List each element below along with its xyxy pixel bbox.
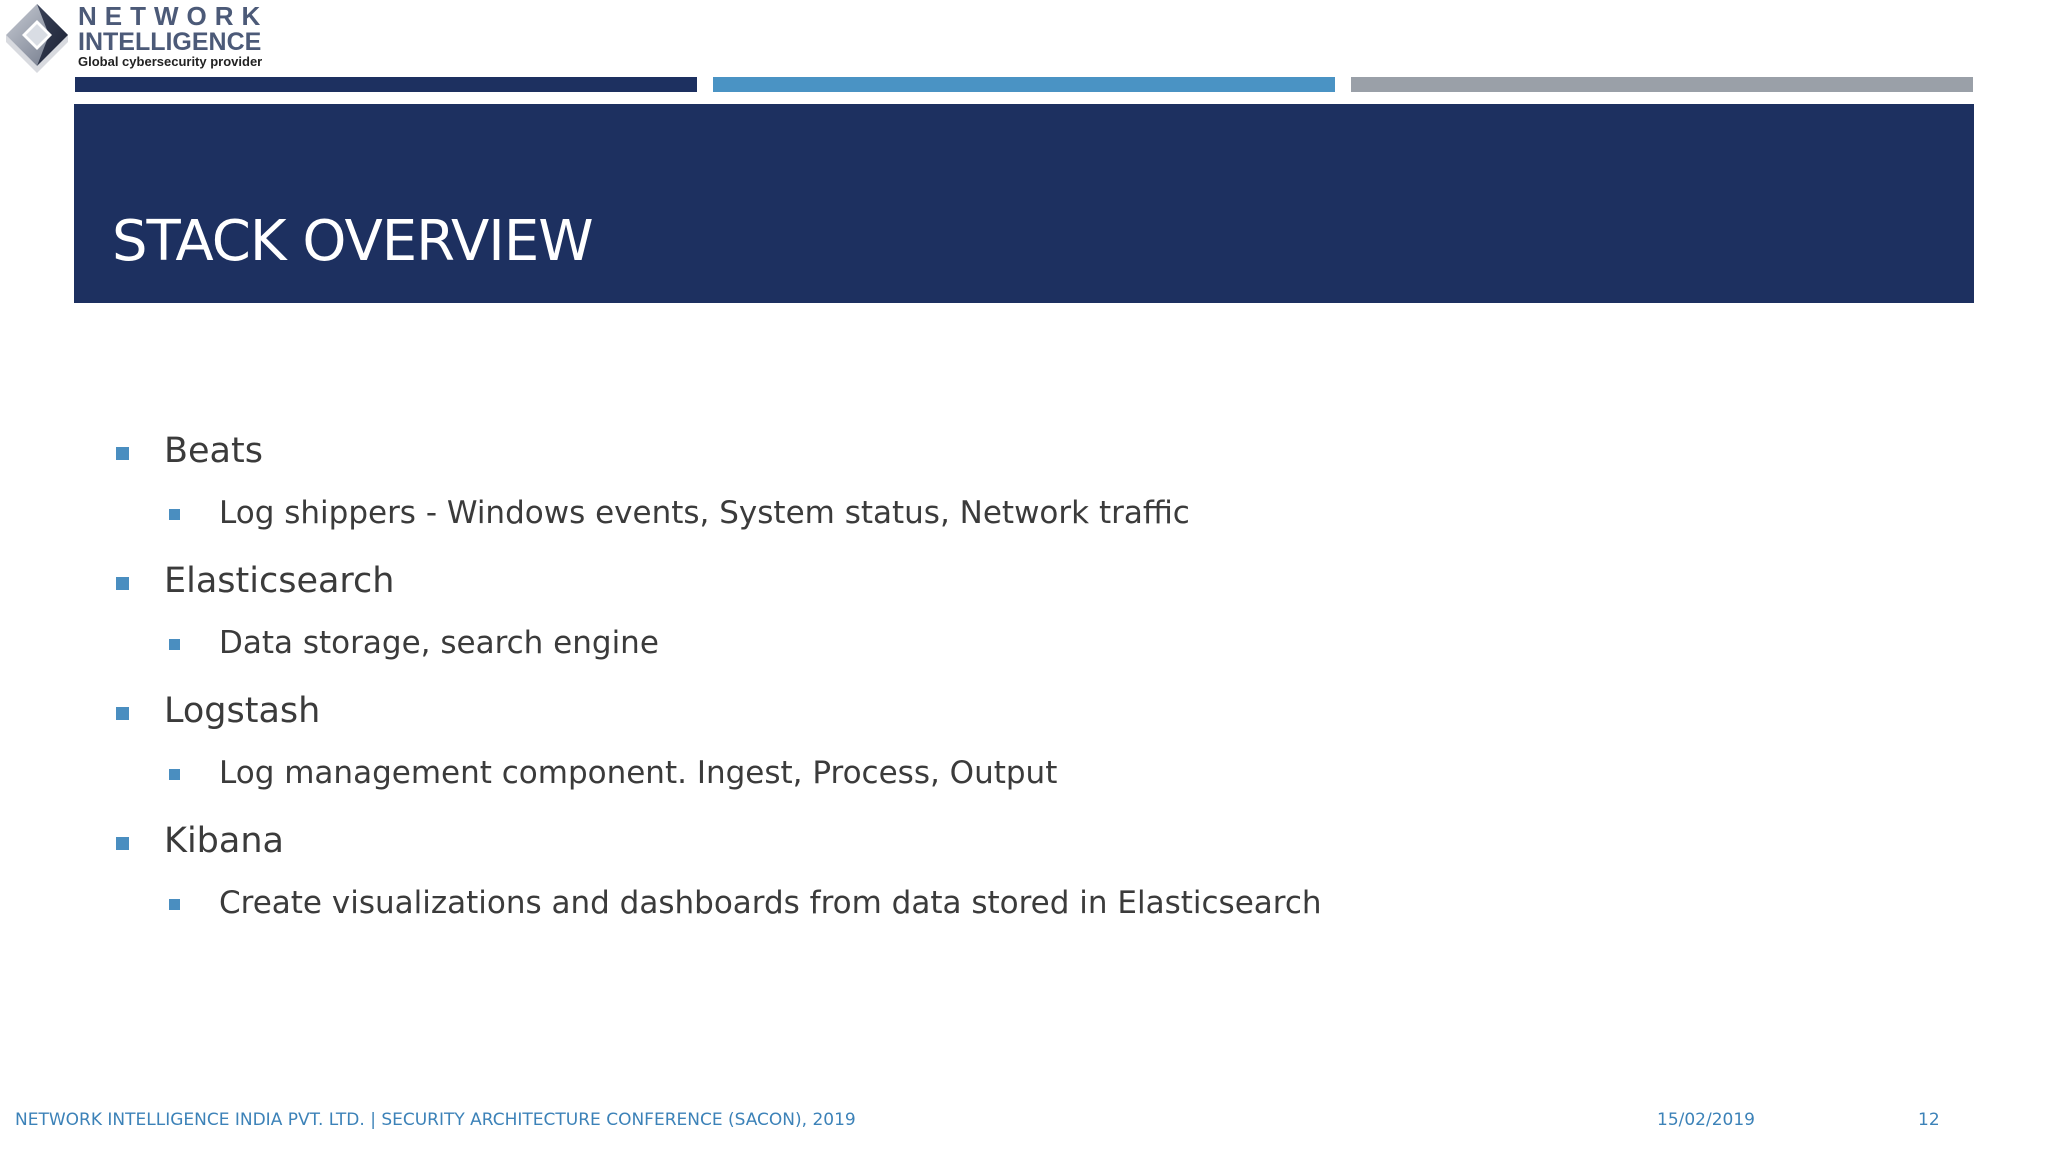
sub-bullet-item [168,755,1058,791]
slide-number: 12 [1918,1110,1940,1130]
bullet-label: Logstash [164,691,321,731]
bullet-label: Beats [164,431,263,471]
bullet-item-logstash [114,691,321,731]
bullet-item-elasticsearch [114,561,395,601]
square-bullet-icon [116,447,129,460]
logo-wordmark-network: NETWORK [78,1,269,31]
square-bullet-icon [169,509,180,520]
sub-bullet-item [168,885,1322,921]
bullet-item-kibana [114,821,284,861]
square-bullet-icon [169,769,180,780]
bullet-item-beats [114,431,263,471]
logo-wordmark-intelligence: INTELLIGENCE [78,28,262,56]
bullet-label: Kibana [164,821,284,861]
sub-bullet-item [168,625,659,661]
sub-bullet-item [168,495,1190,531]
slide-title: STACK OVERVIEW [112,209,593,274]
sub-bullet-label: Log shippers - Windows events, System status, Network traffic [219,495,1190,531]
footer-date: 15/02/2019 [1657,1110,1755,1130]
logo-tagline: Global cybersecurity provider [78,54,263,69]
square-bullet-icon [116,837,129,850]
square-bullet-icon [116,707,129,720]
bullet-label: Elasticsearch [164,561,395,601]
sub-bullet-label: Create visualizations and dashboards from data stored in Elasticsearch [219,885,1322,921]
footer-company-text: NETWORK INTELLIGENCE INDIA PVT. LTD. | SECURITY ARCHITECTURE CONFERENCE (SACON), 2019 [15,1110,856,1130]
sub-bullet-label: Log management component. Ingest, Process, Output [219,755,1058,791]
square-bullet-icon [169,639,180,650]
sub-bullet-label: Data storage, search engine [219,625,659,661]
square-bullet-icon [169,899,180,910]
square-bullet-icon [116,577,129,590]
